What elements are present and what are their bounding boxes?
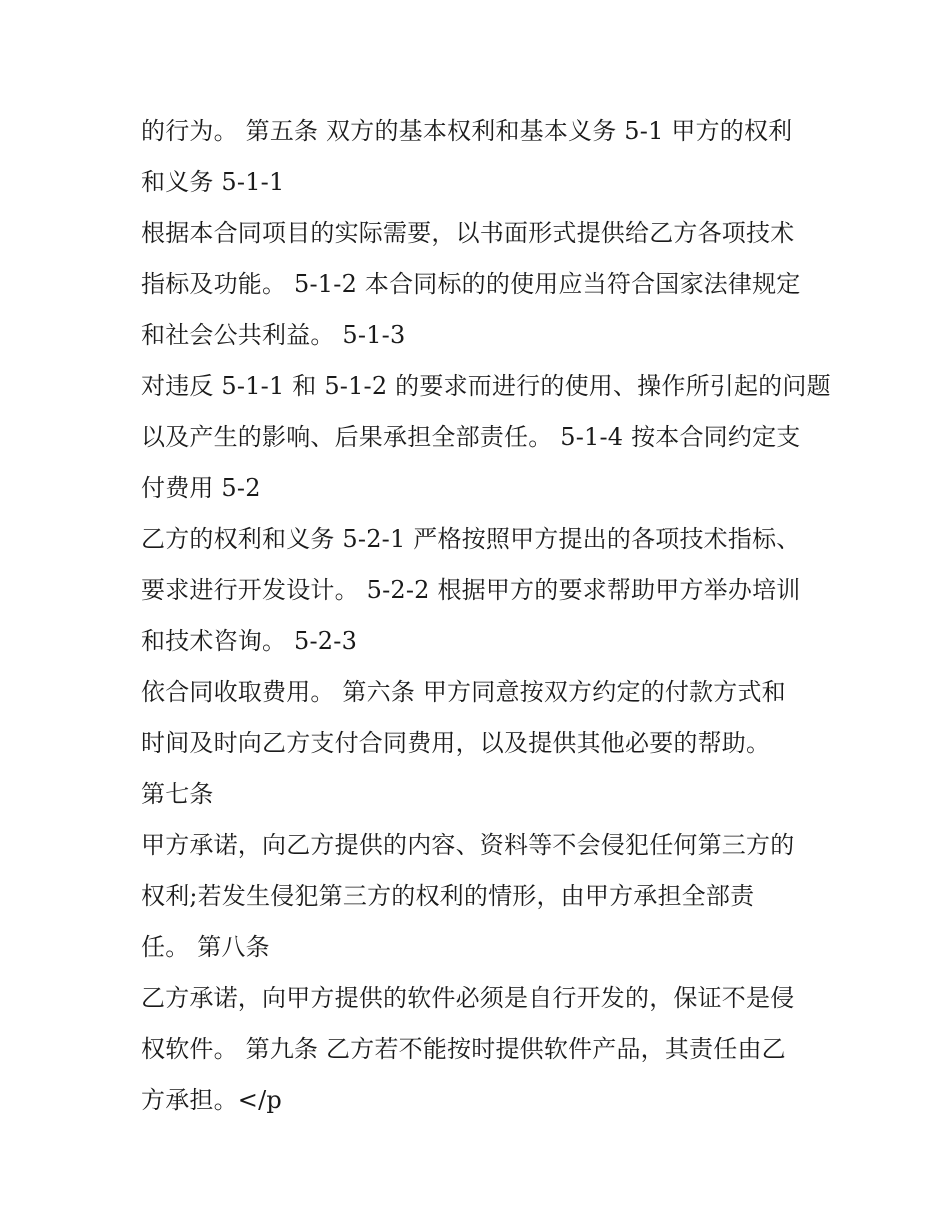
- text-line: 任。 第八条: [141, 933, 270, 961]
- text-line: 方承担。</p: [141, 1086, 282, 1114]
- text-line: 的行为。 第五条 双方的基本权利和基本义务 5-1 甲方的权利: [141, 117, 793, 145]
- text-line: 和技术咨询。 5-2-3: [141, 627, 358, 655]
- text-line: 根据本合同项目的实际需要，以书面形式提供给乙方各项技术: [141, 219, 795, 247]
- text-line: 权利;若发生侵犯第三方的权利的情形，由甲方承担全部责: [141, 882, 755, 910]
- text-line: 和社会公共利益。 5-1-3: [141, 321, 406, 349]
- text-line: 付费用 5-2: [141, 474, 261, 502]
- text-line: 乙方承诺，向甲方提供的软件必须是自行开发的，保证不是侵: [141, 984, 795, 1012]
- text-line: 和义务 5-1-1: [141, 168, 285, 196]
- text-line: 指标及功能。 5-1-2 本合同标的的使用应当符合国家法律规定: [141, 270, 801, 298]
- text-line: 对违反 5-1-1 和 5-1-2 的要求而进行的使用、操作所引起的问题: [141, 372, 831, 400]
- text-line: 甲方承诺，向乙方提供的内容、资料等不会侵犯任何第三方的: [141, 831, 795, 859]
- text-line: 以及产生的影响、后果承担全部责任。 5-1-4 按本合同约定支: [141, 423, 801, 451]
- text-line: 要求进行开发设计。 5-2-2 根据甲方的要求帮助甲方举办培训: [141, 576, 801, 604]
- text-line: 第七条: [141, 780, 214, 808]
- text-line: 权软件。 第九条 乙方若不能按时提供软件产品，其责任由乙: [141, 1035, 786, 1063]
- text-line: 时间及时向乙方支付合同费用，以及提供其他必要的帮助。: [141, 729, 771, 757]
- contract-text: [141, 106, 831, 1126]
- text-line: 依合同收取费用。 第六条 甲方同意按双方约定的付款方式和: [141, 678, 786, 706]
- text-line: 乙方的权利和义务 5-2-1 严格按照甲方提出的各项技术指标、: [141, 525, 801, 553]
